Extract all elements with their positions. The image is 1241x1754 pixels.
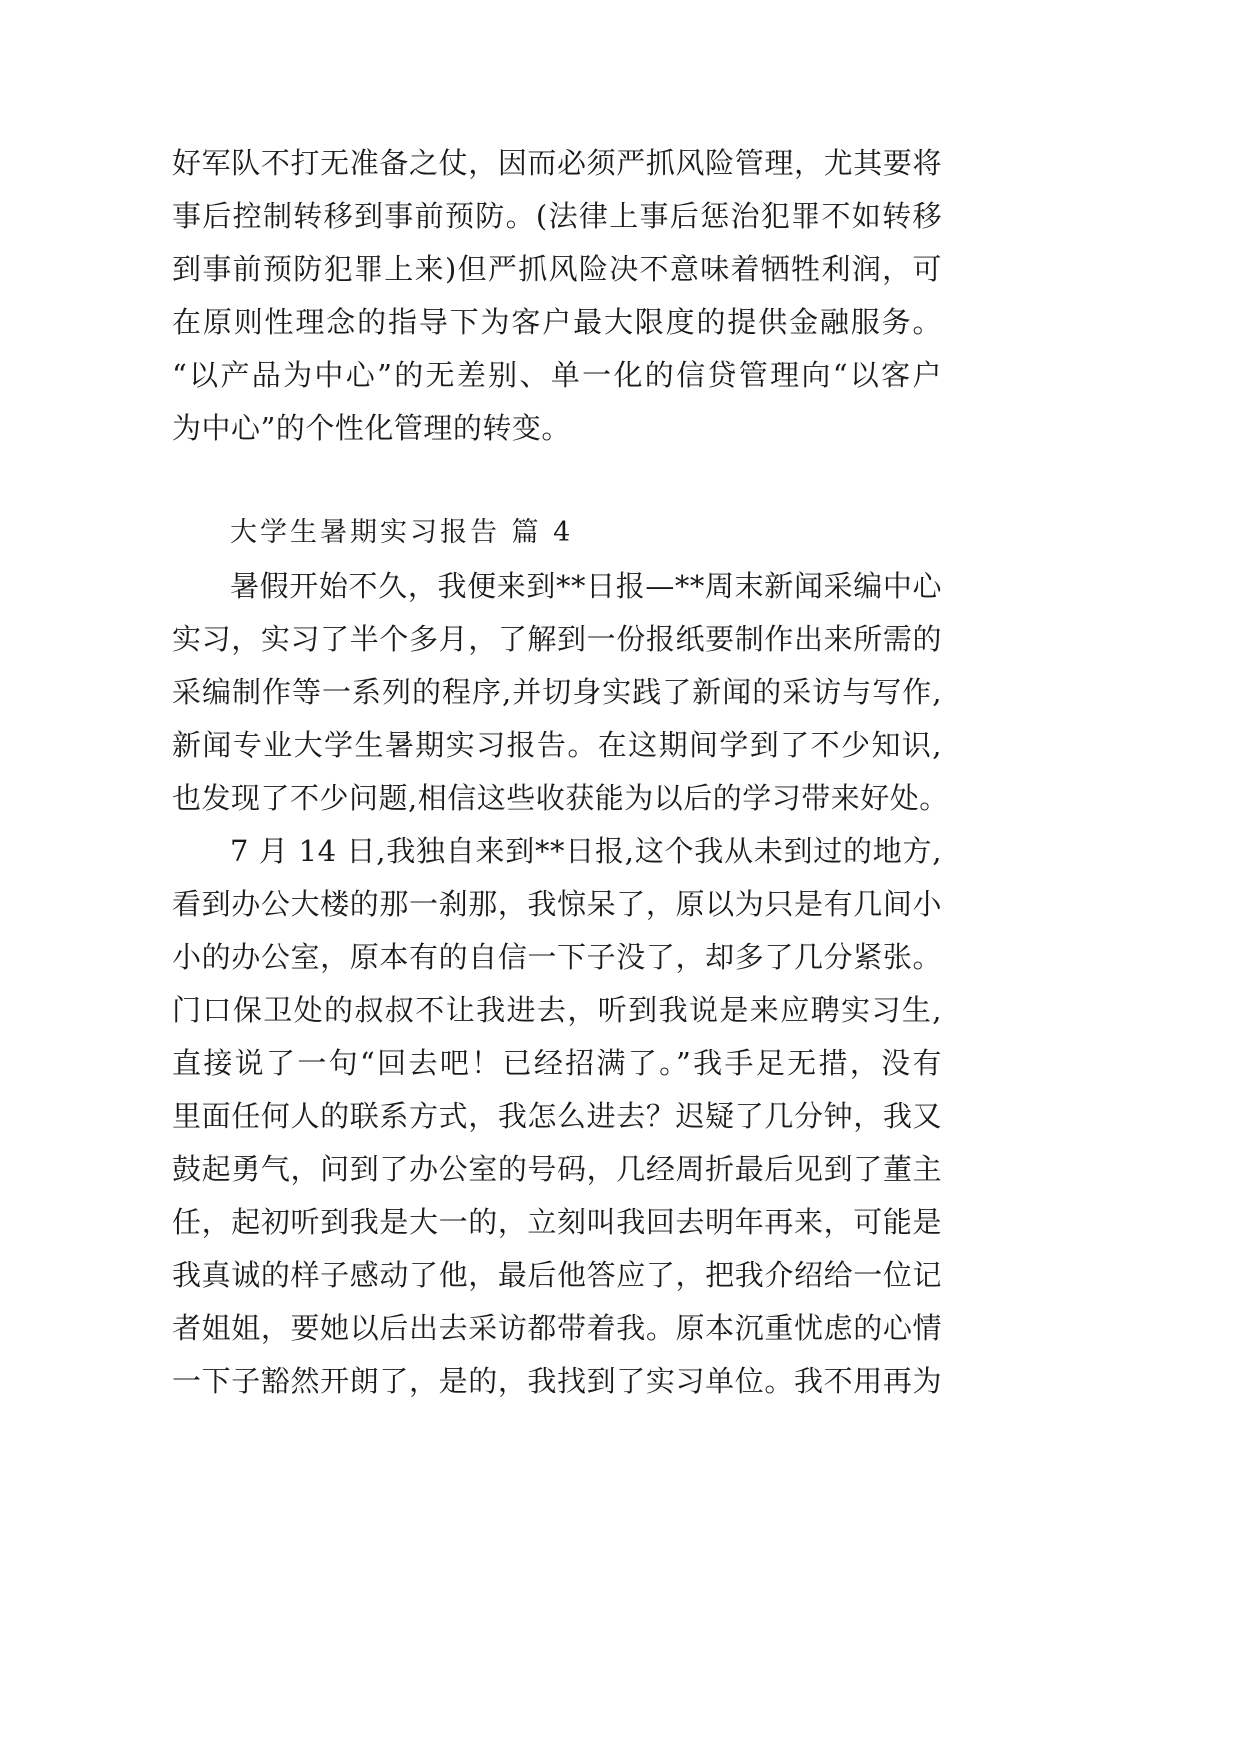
paragraph-line: 我真诚的样子感动了他，最后他答应了，把我介绍给一位记: [172, 1258, 942, 1292]
paragraph-line: 暑假开始不久，我便来到**日报—**周末新闻采编中心: [230, 569, 942, 603]
paragraph-line: 小的办公室，原本有的自信一下子没了，却多了几分紧张。: [172, 940, 942, 974]
paragraph-line: 鼓起勇气，问到了办公室的号码，几经周折最后见到了董主: [172, 1152, 942, 1186]
section-heading: 大学生暑期实习报告 篇 4: [230, 517, 574, 548]
paragraph-line: 7 月 14 日,我独自来到**日报,这个我从未到过的地方,: [230, 834, 942, 868]
paragraph-line: 采编制作等一系列的程序,并切身实践了新闻的采访与写作,: [172, 675, 942, 709]
paragraph-line: 实习，实习了半个多月，了解到一份报纸要制作出来所需的: [172, 622, 942, 656]
paragraph-line: 也发现了不少问题,相信这些收获能为以后的学习带来好处。: [172, 781, 949, 815]
paragraph-line: 门口保卫处的叔叔不让我进去，听到我说是来应聘实习生,: [172, 993, 942, 1027]
paragraph-line: “以产品为中心”的无差别、单一化的信贷管理向“以客户: [172, 358, 942, 392]
paragraph-line: 者姐姐，要她以后出去采访都带着我。原本沉重忧虑的心情: [172, 1311, 942, 1345]
paragraph-line: 看到办公大楼的那一刹那，我惊呆了，原以为只是有几间小: [172, 887, 942, 921]
paragraph-line: 事后控制转移到事前预防。(法律上事后惩治犯罪不如转移: [172, 199, 942, 233]
paragraph-line: 直接说了一句“回去吧！已经招满了。”我手足无措，没有: [172, 1046, 942, 1080]
paragraph-line: 里面任何人的联系方式，我怎么进去？迟疑了几分钟，我又: [172, 1099, 942, 1133]
paragraph-line: 为中心”的个性化管理的转变。: [172, 411, 571, 445]
paragraph-line: 一下子豁然开朗了，是的，我找到了实习单位。我不用再为: [172, 1364, 942, 1398]
paragraph-line: 任，起初听到我是大一的，立刻叫我回去明年再来，可能是: [172, 1205, 942, 1239]
paragraph-line: 好军队不打无准备之仗，因而必须严抓风险管理，尤其要将: [172, 146, 942, 180]
paragraph-line: 新闻专业大学生暑期实习报告。在这期间学到了不少知识,: [172, 728, 942, 762]
paragraph-line: 到事前预防犯罪上来)但严抓风险决不意味着牺牲利润，可: [172, 252, 942, 286]
paragraph-line: 在原则性理念的指导下为客户最大限度的提供金融服务。: [172, 305, 942, 339]
